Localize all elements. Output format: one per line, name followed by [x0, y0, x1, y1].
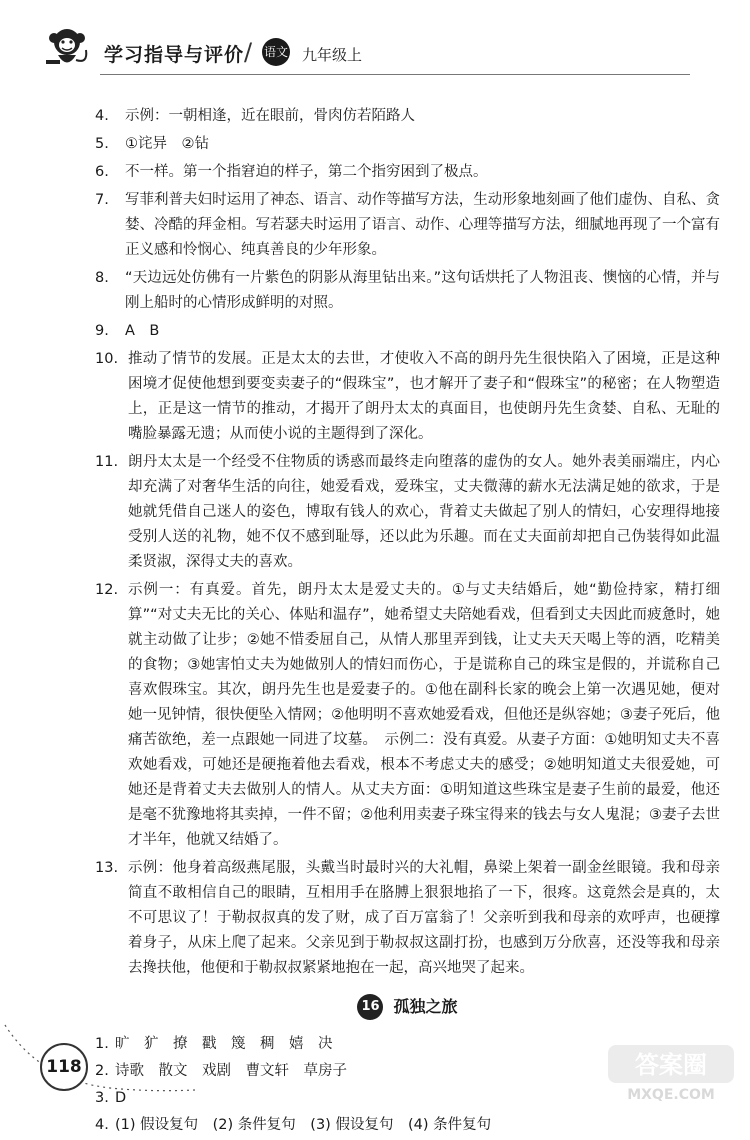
- watermark-url: MXQE.COM: [627, 1087, 715, 1103]
- item-text: ①诧异 ②钻: [125, 136, 209, 152]
- item-number: 1.: [95, 1035, 109, 1052]
- section-title: 孤独之旅: [393, 997, 458, 1016]
- item-text: 旷 犷 撩 戳 篾 稠 嬉 决: [115, 1035, 333, 1052]
- answer-item: [95, 856, 720, 981]
- answer-item: [95, 132, 720, 157]
- item-text: A B: [125, 323, 160, 339]
- item-number: 11.: [95, 454, 119, 470]
- item-text: 推动了情节的发展。正是太太的去世，才使收入不高的朗丹先生很快陷入了困境，正是这种困境才促使他想到要变卖妻子的“假珠宝”，也才解开了妻子和“假珠宝”的秘密；在人物塑造上，正是这一情节的推动，才揭开了朗丹太太的真面目，也使朗丹先生贪婪、自私、无耻的嘴脸暴露无遗；从而使小说的主题得到了深化。: [128, 351, 720, 442]
- page-number-wrap: [40, 1043, 88, 1091]
- grade-label: 九年级上: [302, 46, 363, 64]
- page-number: 118: [40, 1043, 88, 1091]
- book-title: 学习指导与评价: [104, 44, 245, 66]
- item-number: 3.: [95, 1089, 109, 1106]
- item-number: 7.: [95, 192, 109, 208]
- item-text: 诗歌 散文 戏剧 曹文轩 草房子: [115, 1062, 347, 1079]
- item-text: 朗丹太太是一个经受不住物质的诱惑而最终走向堕落的虚伪的女人。她外表美丽端庄，内心却充满了对奢华生活的向往，她爱看戏，爱珠宝，丈夫微薄的薪水无法满足她的欲求，于是她就凭借自己迷人的姿色，博取有钱人的欢心，背着丈夫做起了别人的情妇，心安理得地接受别人送的礼物，她不仅不感到耻辱，还以此为乐趣。而在丈夫面前却把自己伪装得如此温柔贤淑，深得丈夫的喜欢。: [128, 454, 720, 570]
- page-header: [40, 10, 710, 80]
- header-divider: [100, 74, 690, 75]
- item-number: 8.: [95, 270, 109, 286]
- item-number: 13.: [95, 860, 119, 876]
- answer-item: [95, 160, 720, 185]
- section-answer-item: [95, 1113, 720, 1138]
- item-text: (1) 假设复句 (2) 条件复句 (3) 假设复句 (4) 条件复句: [115, 1116, 492, 1133]
- answer-content: [95, 104, 720, 1140]
- decorative-dotted-curve: [0, 1020, 200, 1100]
- item-number: 5.: [95, 136, 109, 152]
- item-text: “天边远处仿佛有一片紫色的阴影从海里钻出来。”这句话烘托了人物沮丧、懊恼的心情，并与刚上船时的心情形成鲜明的对照。: [125, 270, 720, 311]
- watermark-logo: [606, 1043, 736, 1103]
- monkey-mascot-icon: [40, 20, 95, 75]
- header-slash: /: [244, 38, 253, 66]
- answer-item: [95, 266, 720, 316]
- section-heading: [95, 993, 720, 1020]
- item-number: 12.: [95, 582, 119, 598]
- answer-item: [95, 104, 720, 129]
- item-text: 示例：他身着高级燕尾服，头戴当时最时兴的大礼帽，鼻梁上架着一副金丝眼镜。我和母亲简直不敢相信自己的眼睛，互相用手在胳膊上狠狠地掐了一下，很疼。这竟然会是真的，太不可思议了！于勒叔叔真的发了财，成了百万富翁了！父亲听到我和母亲的欢呼声，也硬撑着身子，从床上爬了起来。父亲见到于勒叔叔这副打扮，也感到万分欣喜，还没等我和母亲去搀扶他，他便和于勒叔叔紧紧地抱在一起，高兴地哭了起来。: [128, 860, 720, 976]
- item-text: 示例：一朝相逢，近在眼前，骨肉仿若陌路人: [125, 108, 415, 124]
- item-text: 不一样。第一个指窘迫的样子，第二个指穷困到了极点。: [125, 164, 488, 180]
- section-number-badge: 16: [357, 994, 383, 1020]
- item-number: 2.: [95, 1062, 109, 1079]
- answer-item: [95, 578, 720, 853]
- item-text: 写菲利普夫妇时运用了神态、语言、动作等描写方法，生动形象地刻画了他们虚伪、自私、贪婪、冷酷的拜金相。写若瑟夫时运用了语言、动作、心理等描写方法，细腻地再现了一个富有正义感和怜悯心、纯真善良的少年形象。: [125, 192, 720, 258]
- watermark-text: 答案圈: [635, 1051, 707, 1079]
- item-number: 6.: [95, 164, 109, 180]
- subject-badge: 语文: [262, 38, 290, 66]
- item-number: 4.: [95, 108, 109, 124]
- answer-item: [95, 347, 720, 447]
- answer-item: [95, 319, 720, 344]
- item-text: 示例一：有真爱。首先，朗丹太太是爱丈夫的。①与丈夫结婚后，她“勤俭持家，精打细算”“对丈夫无比的关心、体贴和温存”，她希望丈夫陪她看戏，但看到丈夫因此而疲惫时，她就主动做了让步；②她不惜委屈自己，从情人那里弄到钱，让丈夫天天喝上等的酒，吃精美的食物；③她害怕丈夫为她做别人的情妇而伤心，于是谎称自己的珠宝是假的，并谎称自己喜欢假珠宝。其次，朗丹先生也是爱妻子的。①他在副科长家的晚会上第一次遇见她，便对她一见钟情，很快便坠入情网；②他明明不喜欢她爱看戏，但他还是纵容她；③妻子死后，他痛苦欲绝，差一点跟她一同进了坟墓。 示例二：没有真爱。从妻子方面：①她明知丈夫不喜欢她看戏，可她还是硬拖着他去看戏，根本不考虑丈夫的感受；②她明知道丈夫很爱她，可她还是背着丈夫去做别人的情人。从丈夫方面：①明知道这些珠宝是妻子生前的最爱，他还是毫不犹豫地将其卖掉，一件不留；②他利用卖妻子珠宝得来的钱去与女人鬼混；③妻子去世才半年，他就又结婚了。: [128, 582, 720, 848]
- answer-item: [95, 188, 720, 263]
- answer-item: [95, 450, 720, 575]
- item-number: 4.: [95, 1116, 109, 1133]
- item-text: D: [115, 1089, 127, 1106]
- item-number: 10.: [95, 351, 119, 367]
- item-number: 9.: [95, 323, 109, 339]
